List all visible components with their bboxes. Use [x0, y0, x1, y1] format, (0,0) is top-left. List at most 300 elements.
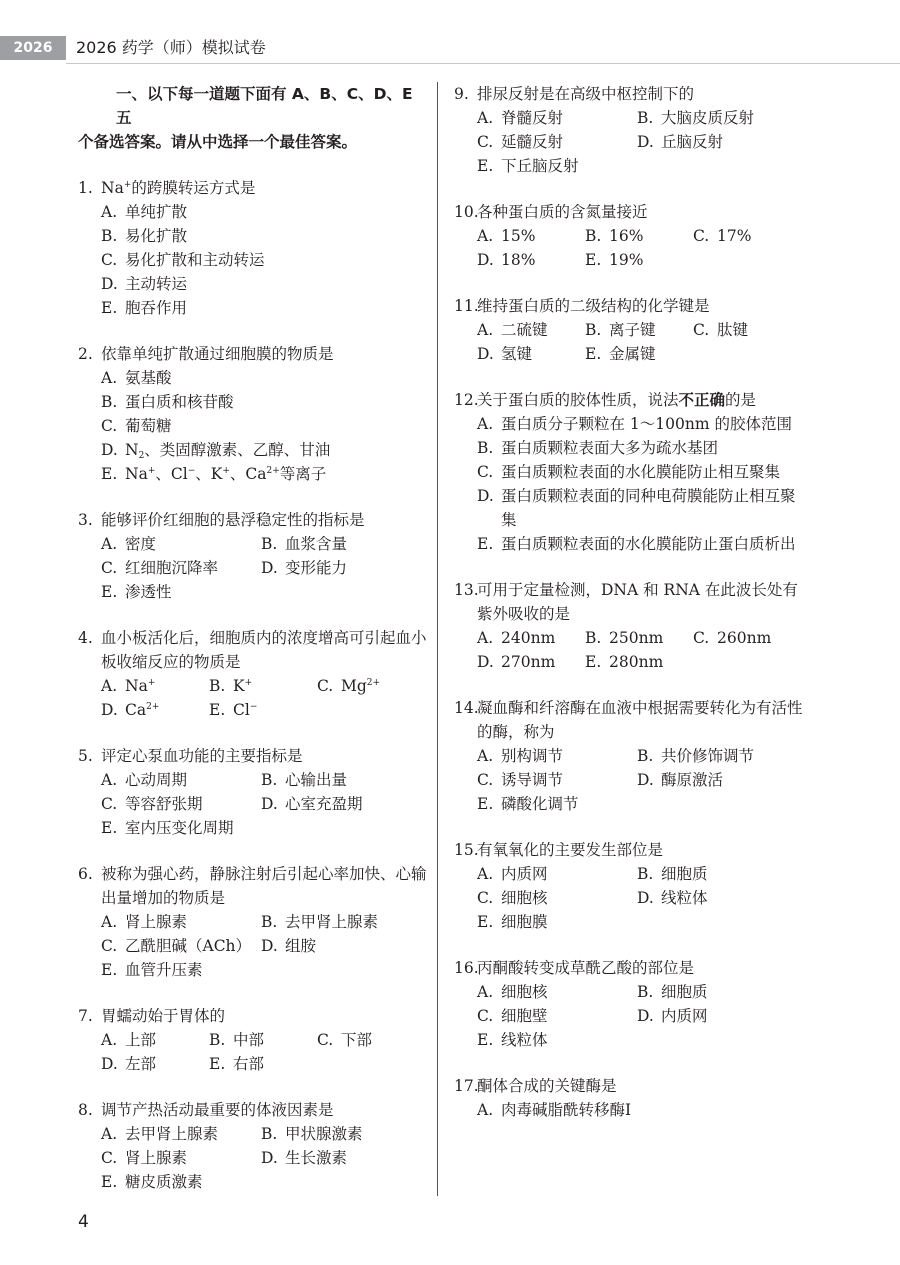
option-text: 丘脑反射 [661, 133, 724, 151]
option-text: 、Cl [155, 465, 188, 483]
option-letter: D. [477, 345, 494, 363]
option-e[interactable] [101, 462, 428, 486]
option-letter: E. [209, 701, 226, 719]
option-c[interactable] [693, 224, 801, 248]
option-letter: E. [209, 1055, 226, 1073]
option-b[interactable] [261, 768, 421, 792]
option-text: 等离子 [279, 465, 327, 483]
option-letter: E. [585, 653, 602, 671]
option-letter: E. [477, 535, 494, 553]
question-stem [78, 176, 428, 200]
option-letter: B. [585, 321, 602, 339]
option-text: 肉毒碱脂酰转移酶Ⅰ [501, 1101, 632, 1119]
option-text: 肾上腺素 [125, 913, 188, 931]
question-6 [78, 862, 428, 982]
option-text: 生长激素 [285, 1149, 348, 1167]
option-text: 金属键 [609, 345, 656, 363]
option-letter: E. [477, 913, 494, 931]
option-letter: C. [477, 1007, 494, 1025]
option-text: 17% [717, 227, 752, 245]
option-text: 细胞质 [661, 983, 708, 1001]
option-letter: B. [637, 747, 654, 765]
stem-text: 丙酮酸转变成草酰乙酸的部位是 [477, 959, 695, 977]
option-b[interactable] [585, 626, 693, 650]
stem-text: 维持蛋白质的二级结构的化学键是 [477, 297, 710, 315]
option-text: 细胞壁 [501, 1007, 548, 1025]
option-b[interactable] [209, 1028, 317, 1052]
option-d[interactable] [261, 556, 421, 580]
option-letter: E. [585, 251, 602, 269]
option-e[interactable] [101, 296, 428, 320]
option-letter: D. [101, 275, 118, 293]
option-letter: D. [477, 487, 494, 505]
options [78, 532, 428, 604]
option-text: N [125, 441, 139, 459]
option-letter: A. [101, 203, 118, 221]
option-sup: + [222, 466, 230, 476]
option-text: 240nm [501, 629, 556, 647]
option-text: 二硫键 [501, 321, 548, 339]
option-letter: C. [101, 937, 118, 955]
option-c[interactable] [101, 248, 428, 272]
year-tab: 2026 [0, 36, 66, 60]
question-17 [454, 1074, 804, 1122]
question-stem [454, 696, 804, 744]
options [454, 318, 804, 366]
option-letter: B. [637, 865, 654, 883]
option-e[interactable] [209, 698, 317, 722]
option-c[interactable] [101, 414, 428, 438]
option-letter: C. [101, 1149, 118, 1167]
option-text: 细胞膜 [501, 913, 548, 931]
option-letter: A. [477, 629, 494, 647]
left-column [78, 82, 428, 1216]
option-c[interactable] [693, 318, 801, 342]
option-letter: C. [101, 251, 118, 269]
option-letter: C. [317, 1031, 334, 1049]
option-b[interactable] [637, 744, 797, 768]
option-text: 酶原激活 [661, 771, 724, 789]
option-letter: B. [209, 677, 226, 695]
option-text: 密度 [125, 535, 157, 553]
options [454, 862, 804, 934]
option-letter: D. [261, 937, 278, 955]
option-c[interactable] [317, 1028, 425, 1052]
option-b[interactable] [261, 910, 421, 934]
option-a[interactable] [101, 532, 261, 556]
option-letter: B. [101, 393, 118, 411]
option-sup: + [147, 466, 156, 476]
option-text: 乙酰胆碱（ACh） [125, 937, 252, 955]
option-text: 内质网 [661, 1007, 708, 1025]
question-stem [78, 744, 428, 768]
column-divider [437, 82, 438, 1196]
option-letter: B. [261, 913, 278, 931]
option-text: 细胞质 [661, 865, 708, 883]
option-text: 胞吞作用 [125, 299, 188, 317]
question-number: 5. [78, 747, 93, 765]
question-number: 17. [454, 1077, 479, 1095]
option-letter: C. [101, 417, 118, 435]
option-text: 蛋白质和核苷酸 [125, 393, 234, 411]
option-text: 18% [501, 251, 536, 269]
question-number: 6. [78, 865, 93, 883]
option-d[interactable] [637, 886, 797, 910]
option-e[interactable] [477, 532, 804, 556]
option-text: 中部 [233, 1031, 265, 1049]
option-letter: D. [101, 1055, 118, 1073]
book-title: 2026 药学（师）模拟试卷 [76, 38, 266, 57]
stem-text: 依靠单纯扩散通过细胞膜的物质是 [101, 345, 334, 363]
section-heading [78, 82, 428, 154]
option-text: 组胺 [285, 937, 317, 955]
option-letter: A. [477, 227, 494, 245]
option-a[interactable] [101, 674, 209, 698]
option-text: 主动转运 [125, 275, 188, 293]
option-c[interactable] [477, 1004, 637, 1028]
option-text: 氨基酸 [125, 369, 172, 387]
option-a[interactable] [101, 1122, 261, 1146]
option-sup: + [147, 678, 156, 688]
option-letter: D. [637, 133, 654, 151]
option-text: 下部 [341, 1031, 373, 1049]
stem-text: 有氧氧化的主要发生部位是 [477, 841, 664, 859]
option-d[interactable] [261, 934, 421, 958]
option-text: 脊髓反射 [501, 109, 564, 127]
question-stem [78, 342, 428, 366]
question-8 [78, 1098, 428, 1194]
option-letter: D. [637, 1007, 654, 1025]
question-number: 10. [454, 203, 479, 221]
option-letter: E. [477, 157, 494, 175]
option-d[interactable] [477, 484, 804, 532]
option-text: Cl [233, 701, 250, 719]
options [78, 1028, 428, 1076]
question-7 [78, 1004, 428, 1076]
option-text: 大脑皮质反射 [661, 109, 755, 127]
option-b[interactable] [637, 106, 797, 130]
option-b[interactable] [261, 1122, 421, 1146]
option-sub: 2 [138, 451, 145, 461]
option-text: 糖皮质激素 [125, 1173, 203, 1191]
option-letter: C. [477, 889, 494, 907]
question-14 [454, 696, 804, 816]
option-e[interactable] [477, 154, 804, 178]
option-e[interactable] [477, 910, 804, 934]
question-stem [78, 1004, 428, 1028]
option-text: 血浆含量 [285, 535, 348, 553]
option-e[interactable] [585, 650, 693, 674]
option-e[interactable] [101, 816, 428, 840]
option-text: 右部 [233, 1055, 265, 1073]
option-e[interactable] [585, 248, 693, 272]
stem-text: 各种蛋白质的含氮量接近 [477, 203, 648, 221]
option-b[interactable] [477, 436, 804, 460]
question-stem [454, 294, 804, 318]
question-stem [78, 862, 428, 910]
options [454, 412, 804, 556]
option-text: 线粒体 [661, 889, 708, 907]
option-letter: B. [477, 439, 494, 457]
option-a[interactable] [477, 1098, 804, 1122]
option-text: 心输出量 [285, 771, 348, 789]
option-b[interactable] [101, 390, 428, 414]
option-b[interactable] [585, 224, 693, 248]
option-a[interactable] [101, 768, 261, 792]
option-b[interactable] [261, 532, 421, 556]
question-number: 2. [78, 345, 93, 363]
option-text: 肽键 [717, 321, 749, 339]
option-letter: E. [101, 1173, 118, 1191]
option-a[interactable] [477, 862, 637, 886]
question-9 [454, 82, 804, 178]
option-letter: E. [585, 345, 602, 363]
stem-text: 的跨膜转运方式是 [131, 179, 256, 197]
stem-text: 凝血酶和纤溶酶在血液中根据需要转化为有活性的酶，称为 [477, 699, 803, 741]
options [78, 1122, 428, 1194]
option-d[interactable] [477, 650, 585, 674]
option-letter: A. [101, 677, 118, 695]
option-b[interactable] [585, 318, 693, 342]
option-e[interactable] [209, 1052, 317, 1076]
options [78, 768, 428, 840]
option-a[interactable] [101, 200, 428, 224]
option-b[interactable] [101, 224, 428, 248]
options [454, 1098, 804, 1122]
option-letter: E. [101, 465, 118, 483]
option-letter: D. [637, 771, 654, 789]
option-letter: A. [101, 535, 118, 553]
page-header [0, 36, 900, 60]
option-text: 蛋白质颗粒表面的水化膜能防止相互聚集 [501, 463, 781, 481]
question-stem [454, 82, 804, 106]
stem-text: 能够评价红细胞的悬浮稳定性的指标是 [101, 511, 365, 529]
option-a[interactable] [101, 366, 428, 390]
question-number: 16. [454, 959, 479, 977]
question-number: 4. [78, 629, 93, 647]
option-text: 室内压变化周期 [125, 819, 234, 837]
option-a[interactable] [101, 1028, 209, 1052]
option-letter: E. [477, 795, 494, 813]
option-letter: B. [261, 771, 278, 789]
option-text: 心动周期 [125, 771, 188, 789]
option-c[interactable] [101, 1146, 261, 1170]
option-c[interactable] [101, 556, 261, 580]
question-16 [454, 956, 804, 1052]
option-b[interactable] [637, 862, 797, 886]
option-e[interactable] [585, 342, 693, 366]
option-text: 甲状腺激素 [285, 1125, 363, 1143]
option-text: 易化扩散 [125, 227, 188, 245]
stem-text: 可用于定量检测，DNA 和 RNA 在此波长处有紫外吸收的是 [477, 581, 798, 623]
question-number: 8. [78, 1101, 93, 1119]
option-letter: A. [477, 415, 494, 433]
option-text: 去甲肾上腺素 [285, 913, 379, 931]
option-letter: A. [477, 747, 494, 765]
option-c[interactable] [477, 886, 637, 910]
question-number: 1. [78, 179, 93, 197]
option-text: 去甲肾上腺素 [125, 1125, 219, 1143]
option-text: 19% [609, 251, 644, 269]
option-d[interactable] [261, 792, 421, 816]
stem-text: 酮体合成的关键酶是 [477, 1077, 617, 1095]
option-a[interactable] [477, 980, 637, 1004]
option-text: 渗透性 [125, 583, 172, 601]
option-e[interactable] [477, 792, 804, 816]
option-letter: D. [261, 559, 278, 577]
options [78, 910, 428, 982]
option-sup: 2+ [266, 466, 280, 476]
option-d[interactable] [477, 342, 585, 366]
option-letter: B. [637, 109, 654, 127]
question-stem [454, 956, 804, 980]
question-number: 7. [78, 1007, 93, 1025]
option-a[interactable] [477, 626, 585, 650]
stem-text: 调节产热活动最重要的体液因素是 [101, 1101, 334, 1119]
question-stem [454, 838, 804, 862]
options [78, 200, 428, 320]
option-text: 15% [501, 227, 536, 245]
option-text: 蛋白质颗粒表面大多为疏水基团 [501, 439, 719, 457]
stem-text: Na [101, 179, 124, 197]
option-e[interactable] [477, 1028, 804, 1052]
option-letter: A. [101, 369, 118, 387]
option-e[interactable] [101, 1170, 428, 1194]
right-column [454, 82, 804, 1144]
option-d[interactable] [101, 438, 428, 462]
option-text: 葡萄糖 [125, 417, 172, 435]
option-letter: D. [477, 251, 494, 269]
option-letter: B. [261, 535, 278, 553]
option-c[interactable] [101, 934, 261, 958]
option-d[interactable] [637, 1004, 797, 1028]
option-letter: E. [101, 961, 118, 979]
option-text: 左部 [125, 1055, 157, 1073]
option-letter: C. [101, 795, 118, 813]
option-a[interactable] [101, 910, 261, 934]
options [454, 980, 804, 1052]
option-text: Mg [341, 677, 367, 695]
option-text: Na [125, 465, 148, 483]
option-letter: D. [261, 795, 278, 813]
option-letter: B. [637, 983, 654, 1001]
option-text: 下丘脑反射 [501, 157, 579, 175]
question-number: 13. [454, 581, 479, 599]
option-text: 、K [195, 465, 223, 483]
option-a[interactable] [477, 106, 637, 130]
option-text: 离子键 [609, 321, 656, 339]
option-d[interactable] [261, 1146, 421, 1170]
page-number: 4 [78, 1212, 89, 1232]
option-text: K [233, 677, 245, 695]
option-text: Ca [125, 701, 147, 719]
option-text: 蛋白质分子颗粒在 1～100nm 的胶体范围 [501, 415, 792, 433]
option-c[interactable] [477, 460, 804, 484]
question-2 [78, 342, 428, 486]
question-number: 15. [454, 841, 479, 859]
option-text: 线粒体 [501, 1031, 548, 1049]
option-letter: A. [101, 1125, 118, 1143]
option-d[interactable] [101, 272, 428, 296]
option-letter: C. [693, 227, 710, 245]
stem-text: 血小板活化后，细胞质内的浓度增高可引起血小板收缩反应的物质是 [101, 629, 427, 671]
option-text: 变形能力 [285, 559, 348, 577]
option-letter: A. [477, 321, 494, 339]
question-stem [454, 200, 804, 224]
option-text: 细胞核 [501, 983, 548, 1001]
option-d[interactable] [637, 768, 797, 792]
question-15 [454, 838, 804, 934]
option-sup: − [249, 702, 258, 712]
option-text: 共价修饰调节 [661, 747, 755, 765]
option-d[interactable] [637, 130, 797, 154]
option-letter: C. [317, 677, 334, 695]
stem-text: 排尿反射是在高级中枢控制下的 [477, 85, 695, 103]
option-c[interactable] [477, 130, 637, 154]
question-stem [454, 1074, 804, 1098]
option-d[interactable] [101, 1052, 209, 1076]
option-a[interactable] [477, 318, 585, 342]
question-stem [78, 626, 428, 674]
option-a[interactable] [477, 412, 804, 436]
option-text: 、Ca [229, 465, 267, 483]
option-text: 内质网 [501, 865, 548, 883]
option-letter: E. [101, 299, 118, 317]
question-4 [78, 626, 428, 722]
option-d[interactable] [101, 698, 209, 722]
stem-text: 评定心泵血功能的主要指标是 [101, 747, 303, 765]
option-c[interactable] [693, 626, 801, 650]
option-letter: C. [101, 559, 118, 577]
option-c[interactable] [477, 768, 637, 792]
question-number: 9. [454, 85, 469, 103]
option-sup: 2+ [146, 702, 160, 712]
option-b[interactable] [637, 980, 797, 1004]
question-number: 3. [78, 511, 93, 529]
option-letter: C. [477, 133, 494, 151]
option-d[interactable] [477, 248, 585, 272]
question-3 [78, 508, 428, 604]
option-letter: C. [693, 629, 710, 647]
options [454, 106, 804, 178]
option-letter: D. [477, 653, 494, 671]
option-text: 270nm [501, 653, 556, 671]
stem-sup: + [123, 180, 132, 190]
option-sup: + [244, 678, 253, 688]
option-letter: C. [477, 771, 494, 789]
option-text: 易化扩散和主动转运 [125, 251, 265, 269]
option-c[interactable] [317, 674, 425, 698]
option-letter: D. [261, 1149, 278, 1167]
option-a[interactable] [477, 744, 637, 768]
option-text: 磷酸化调节 [501, 795, 579, 813]
option-letter: A. [477, 983, 494, 1001]
stem-text: 被称为强心药，静脉注射后引起心率加快、心输出量增加的物质是 [101, 865, 427, 907]
option-letter: D. [101, 701, 118, 719]
option-e[interactable] [101, 580, 428, 604]
question-stem [78, 508, 428, 532]
question-number: 11. [454, 297, 479, 315]
option-letter: B. [261, 1125, 278, 1143]
option-text: 心室充盈期 [285, 795, 363, 813]
option-c[interactable] [101, 792, 261, 816]
section-heading-line1: 一、以下每一道题下面有 A、B、C、D、E 五 [116, 85, 413, 127]
option-e[interactable] [101, 958, 428, 982]
option-b[interactable] [209, 674, 317, 698]
stem-emphasis: 不正确 [678, 391, 726, 409]
question-number: 12. [454, 391, 479, 409]
option-a[interactable] [477, 224, 585, 248]
